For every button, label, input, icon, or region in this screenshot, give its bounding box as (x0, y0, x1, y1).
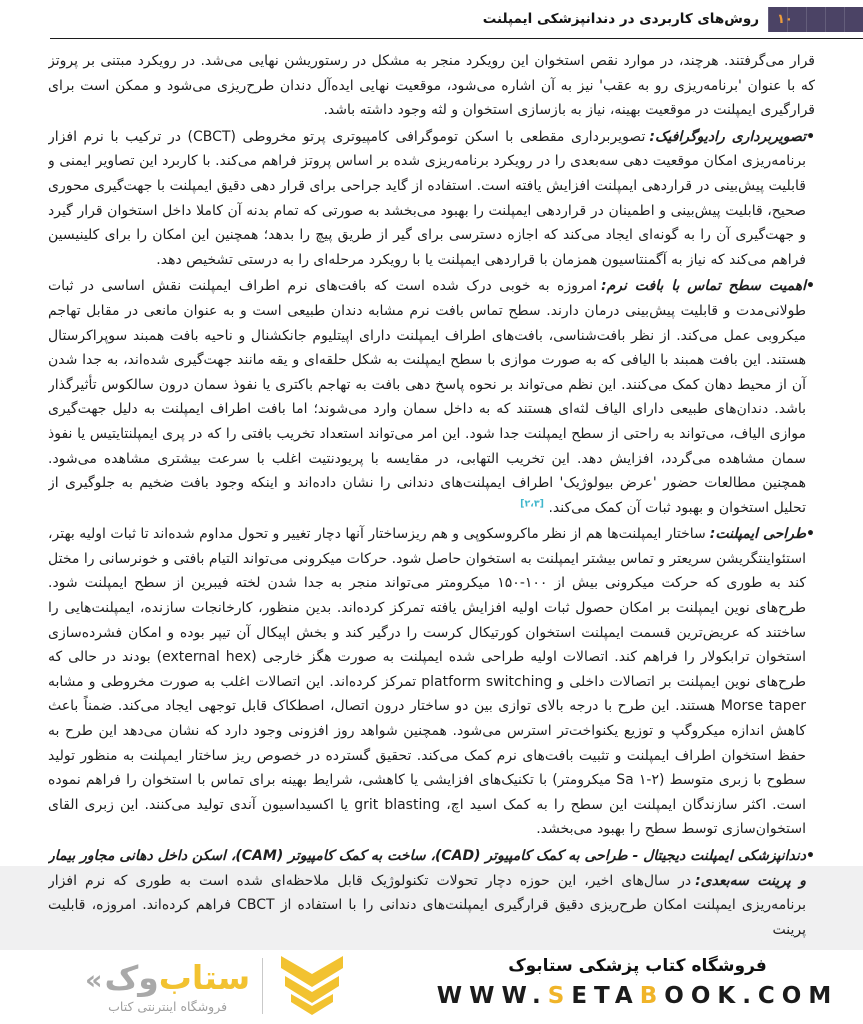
bullet-soft-tissue-interface (48, 274, 815, 520)
url-segment: WWW. (436, 983, 548, 1009)
bullet-marker: • (806, 278, 815, 295)
store-title: فروشگاه کتاب پزشکی ستابوک (508, 956, 767, 976)
setabook-emblem-icon (275, 954, 349, 1018)
bullet-text: تصویربرداری مقطعی با اسکن توموگرافی کامپیوتری پرتو مخروطی (CBCT) در ترکیب با نرم افزار برنامه‌ریزی امکان موقعیت دهی سه‌بعدی را در رویکرد برنامه‌ریزی شده بر اساس پروتز فراهم می‌کند. با کاربرد این تصاویر ایمنی و قابلیت پیش‌بینی در قراردهی ایمپلنت افزایش یافته است. استفاده از گاید جراحی برای قرار دهی دقیق ایمپلنت با جهت‌گیری محوری صحیح، قابلیت پیش‌بینی و اطمینان در قراردهی ایمپلنت را بهبود می‌بخشد به صورتی که تمام بدنه آن کاملا داخل استخوان قرار گیرد و جهت‌گیری آن را به گونه‌ای ایجاد می‌کند که اجازه دسترسی برای گیر از طریق پیچ را بدهد؛ همچنین این امکان را برای کلینیسین فراهم می‌کند که نیاز به آگمنتاسیون همزمان با قراردهی ایمپلنت یا با رویکرد مرحله‌ای را به درستی تشخیص دهد. (48, 128, 806, 268)
bullet-lead: تصویربرداری رادیوگرافیک: (649, 128, 807, 145)
footnote-reference: [۲،۳] (520, 498, 545, 510)
page-number-block (768, 7, 863, 32)
logo-tagline: فروشگاه اینترنتی کتاب (108, 999, 228, 1014)
wordmark-yellow-part: ستاب (158, 958, 251, 997)
bullet-radiographic-imaging (48, 125, 815, 273)
bullet-text: ساختار ایمپلنت‌ها هم از نظر ماکروسکوپی و هم ریزساختار آنها دچار تغییر و تحول مداوم شده‌اند تا ثبات اولیه بهتر، استئواینتگریشن سریعتر و تماس بیشتر ایمپلنت به استخوان حاصل شود. حرکات میکرونی می‌تواند التیام بافتی و خونرسانی را مختل کند به طوری که حرکت میکرونی بیش از ۱۰۰-۱۵۰ میکرومتر می‌تواند منجر به جدا شدن لخته فیبرین از سطح ایمپلنت شود. طرح‌های نوین ایمپلنت بر امکان حصول ثبات اولیه افزایش یافته تمرکز کرده‌اند. بدین منظور، کارخانجات سازنده، ایمپلنت‌هایی را ساختند که عریض‌ترین قسمت ایمپلنت استخوان کورتیکال کرست را درگیر کند و بخش اپیکال آن تیپر بوده و امکان فشرده‌سازی استخوان ترابکولار را فراهم کند. اتصالات اولیه طراحی شده ایمپلنت به صورت هگز خارجی (external hex) بودند در حالی که طرح‌های نوین ایمپلنت بر اتصالات داخلی و platform switching تمرکز کرده‌اند. این اتصالات اغلب به صورت مخروطی و مشابه Morse taper هستند. این طرح با درجه بالای توازی بین دو ساختار درون اتصال، اصطکاک قابل توجهی ایجاد می‌کند. ضمناً باعث کاهش اندازه میکروگپ و توزیع یکنواخت‌تر استرس می‌شود. همچنین شواهد روز افزونی وجود دارد که نشان می‌دهد این طرح به حفظ استخوان اطراف ایمپلنت و تثبیت بافت‌های نرم کمک می‌کند. تحقیق گسترده در خصوص ریز ساختار ایمپلنت به منظور تولید سطوح با زبری متوسط (Sa ۱-۲ میکرومتر) با تکنیک‌های افزایشی یا کاهشی، شرایط بهینه برای تماس با استخوان را فراهم نموده است. اکثر سازندگان ایمپلنت این سطح را به کمک اسید اچ، grit blasting یا اکسیداسیون آندی تولید می‌کنند. این زبری القای استخوان‌سازی توسط سطح را بهبود می‌بخشد. (48, 526, 807, 838)
intro-text: قرار می‌گرفتند. هرچند، در موارد نقص استخوان این رویکرد منجر به مشکل در رستوریشن نهایی می‌شد. در رویکرد مبتنی بر پروتز که با عنوان 'برنامه‌ریزی رو به عقب' نیز به آن اشاره می‌شود، موقعیت نهایی ایده‌آل دندان طرح‌ریزی می‌شود و ممکن است برای قرارگیری ایمپلنت در موقعیت بهینه، نیاز به بازسازی استخوان و لثه وجود داشته باشد. (48, 53, 815, 119)
bullet-lead: دندانپزشکی ایمپلنت دیجیتال - طراحی به کمک کامپیوتر (CAD)، ساخت به کمک کامپیوتر (CAM)، اسکن داخل دهانی مجاور بیمار و پرینت سه‌بعدی: (48, 848, 807, 889)
bullet-marker: • (806, 526, 815, 543)
footer-store-info (430, 956, 845, 1009)
setabook-logo (85, 952, 349, 1020)
header-divider-rule (50, 38, 863, 39)
guillemet-icon: « (85, 965, 103, 996)
setabook-wordmark (85, 958, 250, 1014)
bullet-text: در سال‌های اخیر، این حوزه دچار تحولات تکنولوژیک قابل ملاحظه‌ای شده است به طوری که نرم افزار برنامه‌ریزی ایمپلنت امکان طرح‌ریزی دقیق قرارگیری ایمپلنت‌های دندانی را با استفاده از CBCT فراهم کرده‌اند. امروزه، قابلیت پرینت (48, 872, 806, 938)
bullet-lead: طراحی ایمپلنت: (709, 526, 807, 543)
wordmark-gray-part: وک (104, 958, 159, 997)
page-content (48, 49, 815, 948)
bullet-digital-implant-dentistry (48, 844, 815, 942)
url-segment-accent: S (547, 983, 572, 1009)
logo-divider-line (262, 958, 263, 1014)
bullet-text: امروزه به خوبی درک شده است که بافت‌های نرم اطراف ایمپلنت نقش اساسی در ثبات طولانی‌مدت و قابلیت پیش‌بینی درمان دارند. سطح تماس بافت نرم مشابه دندان طبیعی است و به عنوان مانعی در مقابل تهاجم میکروبی عمل می‌کند. از نظر بافت‌شناسی، بافت‌های اطراف ایمپلنت دارای اپیتلیوم جانکشنال و ناحیه بافت همبند سوپراکرستال هستند. این بافت همبند با الیافی که به صورت موازی با سطح ایمپلنت به شکل حلقه‌ای و یقه مانند جهت‌گیری شده‌اند، به جدا شدن آن از محیط دهان کمک می‌کنند. این نظم می‌تواند بر نحوه پاسخ دهی بافت به تهاجم باکتری یا نفوذ سمان درون سالکوس تأثیرگذار باشد. دندان‌های طبیعی دارای الیاف لثه‌ای هستند که به داخل سمان وارد می‌شوند؛ اما بافت اطراف ایمپلنت به دلیل جهت‌گیری موازی الیاف، می‌تواند به راحتی از سطح ایمپلنت جدا شود. این امر می‌تواند استعداد تخریب بافتی را که در پری ایمپلنتایتیس یا نفوذ سمان مشاهده می‌گردد، افزایش دهد. این تخریب التهابی، در مقایسه با پریودنتیت اغلب با سرعت بیشتری مشاهده می‌شود. همچنین مطالعات حضور 'عرض بیولوژیک' اطراف ایمپلنت‌های دندانی را نشان داده‌اند و اینکه وجود بافت ضخیم به جلوگیری از تحلیل استخوان و بهبود ثبات آن کمک می‌کند. (48, 278, 806, 516)
website-url (430, 983, 845, 1009)
running-title: روش‌های کاربردی در دندانپزشکی ایمپلنت (482, 11, 759, 27)
bullet-implant-design (48, 522, 815, 842)
bullet-marker: • (806, 128, 815, 145)
url-segment-accent: B (639, 983, 665, 1009)
page-number: ۱۰ (777, 12, 793, 27)
url-segment: ETA (571, 983, 640, 1009)
bullet-marker: • (806, 848, 815, 864)
url-segment: OOK.COM (664, 983, 839, 1009)
bullet-lead: اهمیت سطح تماس با بافت نرم: (600, 278, 807, 295)
paragraph-intro (48, 49, 815, 123)
setabook-wordmark-text (85, 958, 250, 997)
